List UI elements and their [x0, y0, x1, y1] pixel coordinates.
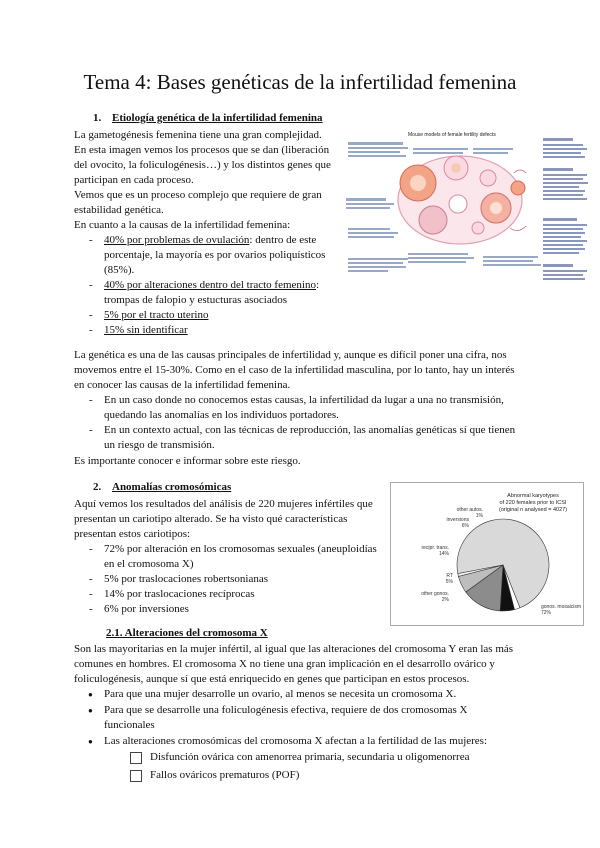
pie-label: other gonos. — [421, 591, 449, 597]
pie-label: recipr. trans. — [421, 545, 449, 551]
cause-item: - 40% por problemas de ovulación: dentro de este porcentaje, la mayoría es por ovarios poliquísticos (85%). — [74, 233, 336, 278]
karyotype-pie-chart — [390, 482, 584, 626]
s21-line: comunes en hombres. El cromosoma X no tiene una gran implicación en el desarrollo ovárico y — [74, 658, 495, 670]
genetics-list — [74, 393, 524, 453]
karyotype-item: - 6% por inversiones — [74, 602, 386, 617]
karyotype-item: - 72% por alteración en los cromosomas sexuales (aneuploidías en el cromosoma X) — [74, 542, 386, 572]
intro-line: participan en cada proceso. — [74, 174, 194, 186]
s2-line: presentan un cariotipo alterado. Se ha visto qué características — [74, 513, 348, 525]
intro-line: Vemos que es un proceso complejo que requiere de gran — [74, 189, 322, 201]
pie-label: 6% — [461, 523, 469, 529]
s2-line: Aquí vemos los resultados del análisis de 220 mujeres infértiles que — [74, 498, 373, 510]
x-bullet: ● Para que una mujer desarrolle un ovario, al menos se necesita un cromosoma X. — [74, 687, 554, 702]
intro-line: La gametogénesis femenina tiene una gran complejidad. — [74, 129, 322, 141]
x-bullet: ● Para que se desarrolle una foliculogénesis efectiva, requiere de dos cromosomas X funcionales — [74, 703, 554, 733]
intro-line: del ovocito, la foliculogénesis…) y los distintos genes que — [74, 159, 331, 171]
section-1-heading — [93, 112, 323, 124]
cause-item: - 15% sin identificar — [74, 323, 336, 338]
karyotype-item: - 14% por traslocaciones recíprocas — [74, 587, 386, 602]
karyotype-item: - 5% por traslocaciones robertsonianas — [74, 572, 386, 587]
checklist-item[interactable]: Fallos ováricos prematuros (POF) — [130, 768, 554, 783]
s21-line: Son las mayoritarias en la mujer infértil, al igual que las alteraciones del cromosoma Y eran las más — [74, 643, 514, 655]
cause-item: - 5% por el tracto uterino — [74, 308, 336, 323]
pie-label: inversions — [446, 517, 469, 523]
intro-line: estabilidad genética. — [74, 204, 164, 216]
section-2-body — [74, 497, 386, 617]
s2-line: presentan estos cariotipos: — [74, 528, 191, 540]
x-bullet: ● Las alteraciones cromosómicas del cromosoma X afectan a la fertilidad de las mujeres: — [74, 734, 554, 749]
x-bullets — [74, 687, 554, 749]
pie-label: other autos. — [456, 507, 483, 513]
checkbox[interactable] — [130, 752, 142, 764]
pie-label: 2% — [441, 597, 449, 603]
checklist — [130, 750, 554, 783]
pie-label: 1% — [475, 513, 483, 519]
pie-label: RT — [446, 573, 453, 579]
genetics-line: en conocer las causas de la infertilidad femenina. — [74, 379, 291, 391]
intro-line: En cuanto a la causas de la infertilidad femenina: — [74, 219, 291, 231]
gametogenesis-figure — [338, 128, 591, 288]
section-21-heading: 2.1. Alteraciones del cromosoma X — [106, 627, 268, 639]
section-21-body — [74, 642, 554, 786]
pie-label: 5% — [445, 579, 453, 585]
causes-list — [74, 233, 336, 338]
pie-title-line: (original n analysed = 4027) — [498, 507, 568, 513]
section-2-heading: 2. Anomalías cromosómicas — [93, 481, 232, 493]
pie-title-line: of 220 females prior to ICSI — [499, 500, 567, 506]
cause-item: - 40% por alteraciones dentro del tracto femenino: trompas de falopio y estucturas asociados — [74, 278, 336, 308]
genetics-line: movemos entre el 15-30%. Como en el caso de la infertilidad masculina, por lo tanto, hay un interés — [74, 364, 515, 376]
pie-label: 72% — [541, 610, 552, 616]
figure-title: Mouse models of female fertility defects — [408, 132, 496, 138]
karyotype-list — [74, 542, 386, 617]
closing-line: Es importante conocer e informar sobre este riesgo. — [74, 455, 301, 467]
pie-title-line: Abnormal karyotypes — [507, 493, 559, 499]
genetics-item: - En un contexto actual, con las técnicas de reproducción, las anomalías genéticas sí que tienen un riesgo de transmisión. — [74, 423, 524, 453]
s21-line: foliculogénesis, aunque sí que está enriquecido en genes que participan en estos procesos. — [74, 673, 470, 685]
intro-line: En esta imagen vemos los procesos que se dan (liberación — [74, 144, 330, 156]
checklist-item[interactable]: Disfunción ovárica con amenorrea primaria, secundaria u oligomenorrea — [130, 750, 554, 765]
checkbox[interactable] — [130, 770, 142, 782]
section-1-intro — [74, 128, 336, 338]
pie-svg — [391, 483, 583, 625]
genetics-line: La genética es una de las causas principales de infertilidad y, aunque es difícil poner una cifra, nos — [74, 349, 507, 361]
pie-label: gonos. mosaicism — [541, 604, 582, 610]
genetics-section — [74, 348, 524, 469]
page-title: Tema 4: Bases genéticas de la infertilidad femenina — [83, 70, 517, 94]
genetics-item: - En un caso donde no conocemos estas causas, la infertilidad da lugar a una no transmisión, quedando las anomalías en los individuos portadores. — [74, 393, 524, 423]
section-1-number: 1. — [93, 112, 102, 124]
pie-label: 14% — [438, 551, 449, 557]
section-1-title: Etiología genética de la infertilidad femenina — [112, 112, 323, 124]
